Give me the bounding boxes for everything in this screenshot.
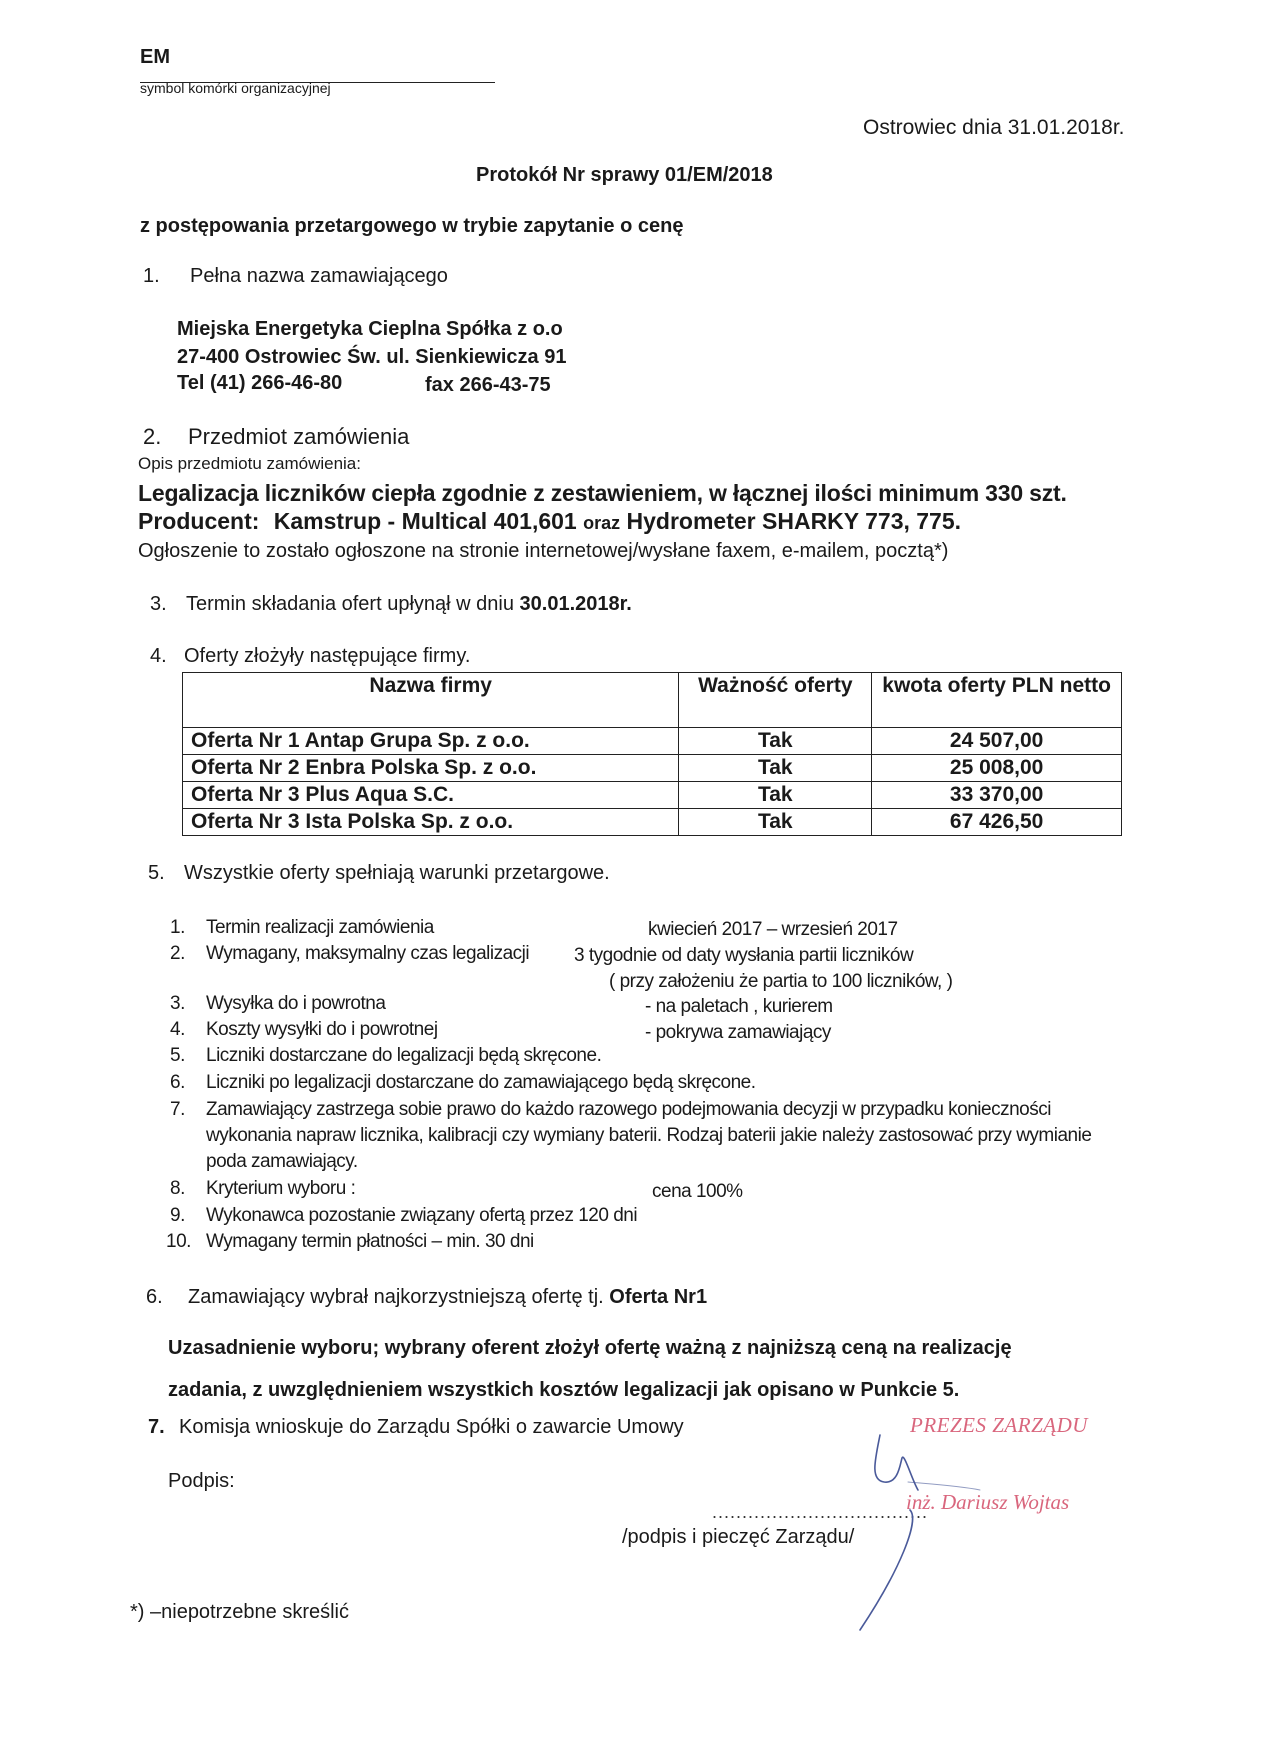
producer-line	[138, 508, 961, 535]
producer-hydrometer: Hydrometer SHARKY 773, 775.	[626, 508, 962, 534]
deadline-text: Termin składania ofert upłynął w dniu	[186, 593, 514, 615]
offer-validity: Tak	[679, 755, 872, 782]
condition-label-cont: wykonania napraw licznika, kalibracji czy wymiany baterii. Rodzaj baterii jakie należy zastosować przy wymianie	[206, 1125, 1092, 1146]
condition-value: cena 100%	[652, 1181, 743, 1202]
selected-offer: Oferta Nr1	[609, 1286, 708, 1308]
offer-amount: 67 426,50	[872, 809, 1122, 836]
table-row	[183, 782, 1122, 809]
condition-number: 8.	[170, 1178, 185, 1199]
condition-label: Liczniki po legalizacji dostarczane do zamawiającego będą skręcone.	[206, 1072, 756, 1093]
condition-number: 2.	[170, 943, 185, 964]
stamp-title: PREZES ZARZĄDU	[910, 1413, 1088, 1437]
condition-value: - na paletach , kurierem	[645, 996, 833, 1017]
condition-label: Liczniki dostarczane do legalizacji będą skręcone.	[206, 1045, 602, 1066]
handwritten-signature	[840, 1420, 1040, 1640]
offers-table	[182, 672, 1122, 836]
producer-kamstrup: Kamstrup - Multical 401,601	[273, 508, 577, 534]
condition-label: Wykonawca pozostanie związany ofertą przez 120 dni	[206, 1205, 638, 1226]
section7-text: Komisja wnioskuje do Zarządu Spółki o zawarcie Umowy	[179, 1416, 684, 1438]
notice-text: Ogłoszenie to zostało ogłoszone na stronie internetowej/wysłane faxem, e-mailem, pocztą*)	[138, 540, 949, 562]
offer-validity: Tak	[679, 782, 872, 809]
condition-label-cont: poda zamawiający.	[206, 1151, 358, 1172]
section2-heading: Przedmiot zamówienia	[188, 424, 410, 449]
ordering-party-address: 27-400 Ostrowiec Św. ul. Sienkiewicza 91	[177, 346, 567, 368]
unit-code: EM	[140, 46, 170, 68]
condition-value: 3 tygodnie od daty wysłania partii liczników	[574, 945, 914, 966]
deadline-date: 30.01.2018r.	[519, 593, 632, 615]
section4-heading: Oferty złożyły następujące firmy.	[184, 645, 471, 667]
section1-number: 1.	[143, 265, 160, 287]
protocol-subtitle: z postępowania przetargowego w trybie zapytanie o cenę	[140, 215, 684, 237]
offer-company: Oferta Nr 3 Ista Polska Sp. z o.o.	[183, 809, 679, 836]
section6-line	[188, 1286, 707, 1309]
condition-number: 6.	[170, 1072, 185, 1093]
condition-number: 3.	[170, 993, 185, 1014]
offer-company: Oferta Nr 1 Antap Grupa Sp. z o.o.	[183, 728, 679, 755]
condition-label: Zamawiający zastrzega sobie prawo do każdo razowego podejmowania decyzji w przypadku konieczności	[206, 1099, 1051, 1120]
subject-description-label: Opis przedmiotu zamówienia:	[138, 454, 361, 473]
section7-number: 7.	[148, 1416, 165, 1438]
signature-label: Podpis:	[168, 1470, 235, 1492]
condition-number: 5.	[170, 1045, 185, 1066]
section3-line	[186, 593, 632, 616]
place-date: Ostrowiec dnia 31.01.2018r.	[863, 116, 1125, 139]
section4-number: 4.	[150, 645, 167, 667]
offer-validity: Tak	[679, 809, 872, 836]
unit-caption: symbol komórki organizacyjnej	[140, 80, 331, 96]
producer-label: Producent:	[138, 508, 260, 534]
offer-amount: 24 507,00	[872, 728, 1122, 755]
table-row	[183, 809, 1122, 836]
footnote: *) –niepotrzebne skreślić	[130, 1601, 349, 1623]
condition-label: Koszty wysyłki do i powrotnej	[206, 1019, 438, 1040]
selection-text: Zamawiający wybrał najkorzystniejszą ofertę tj.	[188, 1286, 604, 1308]
table-row	[183, 755, 1122, 782]
condition-label: Wymagany termin płatności – min. 30 dni	[206, 1231, 534, 1252]
condition-label: Wymagany, maksymalny czas legalizacji	[206, 943, 530, 964]
condition-label: Kryterium wyboru :	[206, 1178, 356, 1199]
stamp-name: inż. Dariusz Wojtas	[906, 1490, 1070, 1514]
justification-line-1: Uzasadnienie wyboru; wybrany oferent złożył ofertę ważną z najniższą ceną na realizację	[168, 1337, 1012, 1359]
header-validity: Ważność oferty	[679, 673, 872, 728]
offer-company: Oferta Nr 3 Plus Aqua S.C.	[183, 782, 679, 809]
header-amount: kwota oferty PLN netto	[872, 673, 1122, 728]
condition-number: 1.	[170, 917, 185, 938]
section6-number: 6.	[146, 1286, 163, 1308]
condition-number: 4.	[170, 1019, 185, 1040]
offer-validity: Tak	[679, 728, 872, 755]
condition-number: 9.	[170, 1205, 185, 1226]
section1-heading: Pełna nazwa zamawiającego	[190, 265, 448, 287]
signature-dotted-line: ....................................	[712, 1502, 929, 1522]
justification-line-2: zadania, z uwzględnieniem wszystkich kosztów legalizacji jak opisano w Punkcie 5.	[168, 1379, 960, 1401]
producer-oraz: oraz	[583, 513, 621, 533]
ordering-party-tel: Tel (41) 266-46-80	[177, 372, 343, 394]
condition-value-note: ( przy założeniu że partia to 100 liczników, )	[609, 971, 953, 992]
section5-heading: Wszystkie oferty spełniają warunki przetargowe.	[184, 862, 610, 884]
condition-number: 10.	[166, 1231, 191, 1252]
condition-label: Wysyłka do i powrotna	[206, 993, 386, 1014]
offers-table-header	[183, 673, 1122, 728]
subject-line: Legalizacja liczników ciepła zgodnie z zestawieniem, w łącznej ilości minimum 330 szt.	[138, 480, 1067, 506]
offer-amount: 25 008,00	[872, 755, 1122, 782]
ordering-party-name: Miejska Energetyka Cieplna Spółka z o.o	[177, 318, 563, 340]
condition-value: kwiecień 2017 – wrzesień 2017	[648, 919, 898, 940]
table-row	[183, 728, 1122, 755]
offer-company: Oferta Nr 2 Enbra Polska Sp. z o.o.	[183, 755, 679, 782]
header-company: Nazwa firmy	[183, 673, 679, 728]
section2-number: 2.	[143, 424, 162, 449]
condition-value: - pokrywa zamawiający	[645, 1022, 831, 1043]
condition-label: Termin realizacji zamówienia	[206, 917, 434, 938]
ordering-party-fax: fax 266-43-75	[425, 374, 551, 396]
section5-number: 5.	[148, 862, 165, 884]
offer-amount: 33 370,00	[872, 782, 1122, 809]
section3-number: 3.	[150, 593, 167, 615]
condition-number: 7.	[170, 1099, 185, 1120]
protocol-title: Protokół Nr sprawy 01/EM/2018	[476, 164, 773, 186]
signature-caption: /podpis i pieczęć Zarządu/	[622, 1526, 855, 1548]
